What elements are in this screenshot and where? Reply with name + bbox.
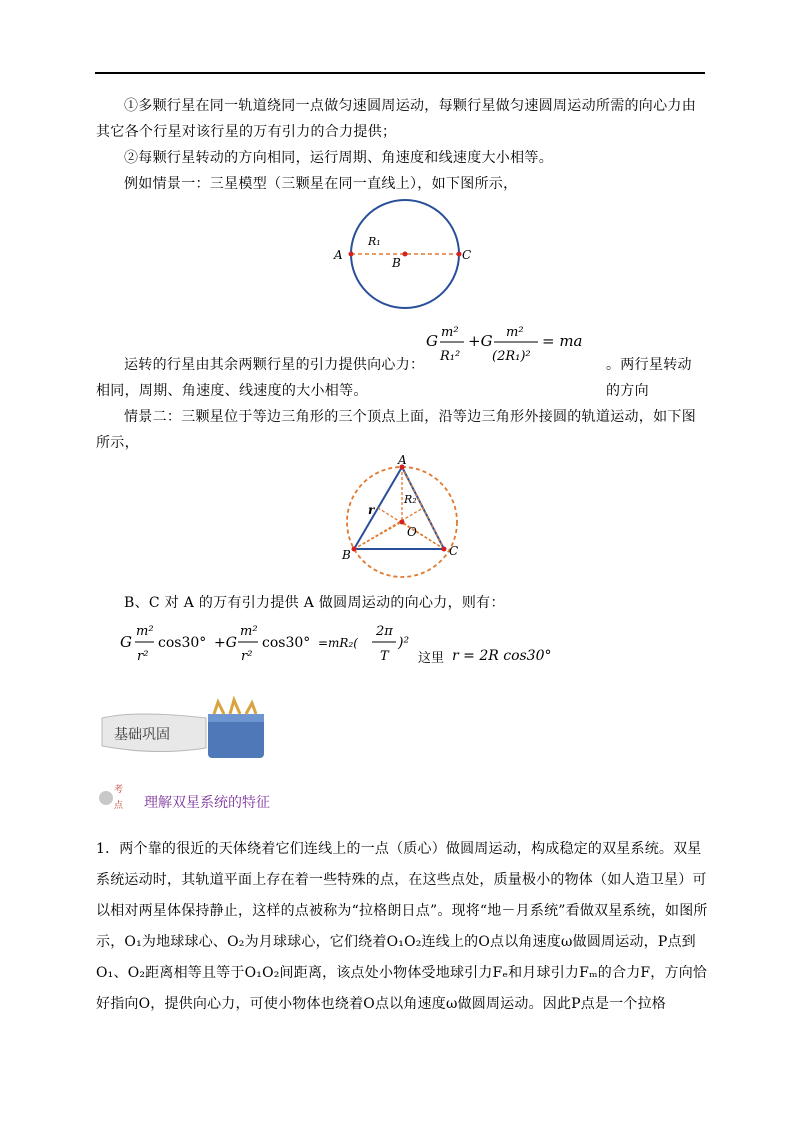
label-a: A: [398, 453, 407, 467]
paragraph-5: 情景二：三颗星位于等边三角形的三个顶点上面，沿等边三角形外接圆的轨道运动，如下图所示，: [96, 409, 696, 451]
label-c: C: [462, 248, 472, 262]
kaodian-top: 考: [114, 785, 124, 795]
eq2-num2: m²: [240, 624, 258, 639]
eq2-relation: r = 2R cos30°: [452, 648, 552, 664]
eq1-rhs: = ma: [542, 332, 583, 350]
star-c-dot: [457, 252, 462, 257]
paragraph-4b: 相同，周期、角速度、线速度的大小相等。: [96, 383, 368, 399]
paragraph-6: B、C 对 A 的万有引力提供 A 做圆周运动的向心力，则有：: [124, 595, 505, 611]
paragraph-4b-start: 。两行星转动的方向: [606, 357, 692, 399]
figure-three-star-line: [330, 196, 480, 314]
label-r2: R₂: [404, 493, 417, 506]
kaodian-label: 理解双星系统的特征: [144, 795, 270, 811]
kaodian-bottom: 点: [114, 801, 124, 811]
label-o: O: [407, 525, 417, 539]
banner-text: 基础巩固: [114, 727, 170, 743]
equation-three-star-triangle: [118, 620, 552, 672]
paragraph-1: ①多颗行星在同一轨道绕同一点做匀速圆周运动，每颗行星做匀速圆周运动所需的向心力由其它各个行星对该行星的万有引力的合力提供；: [96, 98, 696, 140]
eq1-num1: m²: [441, 325, 459, 340]
eq2-num1: m²: [136, 624, 154, 639]
label-r: r: [368, 503, 375, 517]
eq1-g: G: [426, 332, 438, 350]
eq1-den1: R₁²: [440, 349, 461, 364]
label-b: B: [342, 548, 351, 562]
star-a-dot: [349, 252, 354, 257]
eq2-cos2: cos30°: [262, 635, 311, 651]
eq2-eq: =mR₂(: [318, 636, 358, 650]
eq2-frac-den: T: [380, 649, 389, 664]
star-b-dot: [352, 547, 357, 552]
bucket-rim: [208, 714, 264, 722]
pencils-icon: [214, 700, 256, 714]
eq2-plus: +G: [214, 635, 237, 651]
question-1-text: 1．两个靠的很近的天体绕着它们连线上的一点（质心）做圆周运动，构成稳定的双星系统。双星系统运动时，其轨道平面上存在着一些特殊的点，在这些点处，质量极小的物体（如人造卫星）可以相对两星体保持静止，这样的点被称为“拉格朗日点”。现将“地－月系统”看做双星系统，如图所示，O₁为地球球心、O₂为月球球心，它们绕着O₁O₂连线上的O点以角速度ω做圆周运动，P点到O₁、O₂距离相等且等于O₁O₂间距离，该点处小物体受地球引力Fₑ和月球引力Fₘ的合力F，方向恰好指向O，提供向心力，可使小物体也绕着O点以角速度ω做圆周运动。因此P点是一个拉格: [96, 841, 708, 1012]
eq2-close: )²: [398, 635, 410, 651]
kaodian-icon: [96, 780, 136, 814]
banner-basic-consolidation: [96, 700, 272, 762]
label-b: B: [392, 256, 401, 270]
eq2-cos1: cos30°: [158, 635, 207, 651]
star-b-dot: [403, 252, 408, 257]
paragraph-2: ②每颗行星转动的方向相同，运行周期、角速度和线速度大小相等。: [124, 150, 553, 166]
eq1-plus: +G: [468, 332, 493, 350]
label-c: C: [449, 544, 459, 558]
label-a: A: [334, 248, 343, 262]
eq1-num2: m²: [506, 325, 524, 340]
center-o-dot: [400, 520, 405, 525]
eq2-den1: r²: [137, 649, 149, 664]
eq1-den2: (2R₁)²: [492, 349, 531, 364]
star-c-dot: [442, 547, 447, 552]
paragraph-4a: 运转的行星由其余两颗行星的引力提供向心力：: [124, 357, 425, 373]
eq2-g: G: [120, 633, 132, 651]
paragraph-3: 例如情景一：三星模型（三颗星在同一直线上），如下图所示，: [124, 176, 518, 192]
eq2-den2: r²: [241, 649, 253, 664]
kaodian-figure: [99, 791, 113, 805]
eq2-frac-num: 2π: [376, 624, 393, 639]
header-rule: [95, 72, 705, 74]
label-r1: R₁: [368, 235, 381, 248]
eq2-here: 这里: [418, 651, 445, 666]
figure-three-star-triangle: [336, 452, 468, 564]
